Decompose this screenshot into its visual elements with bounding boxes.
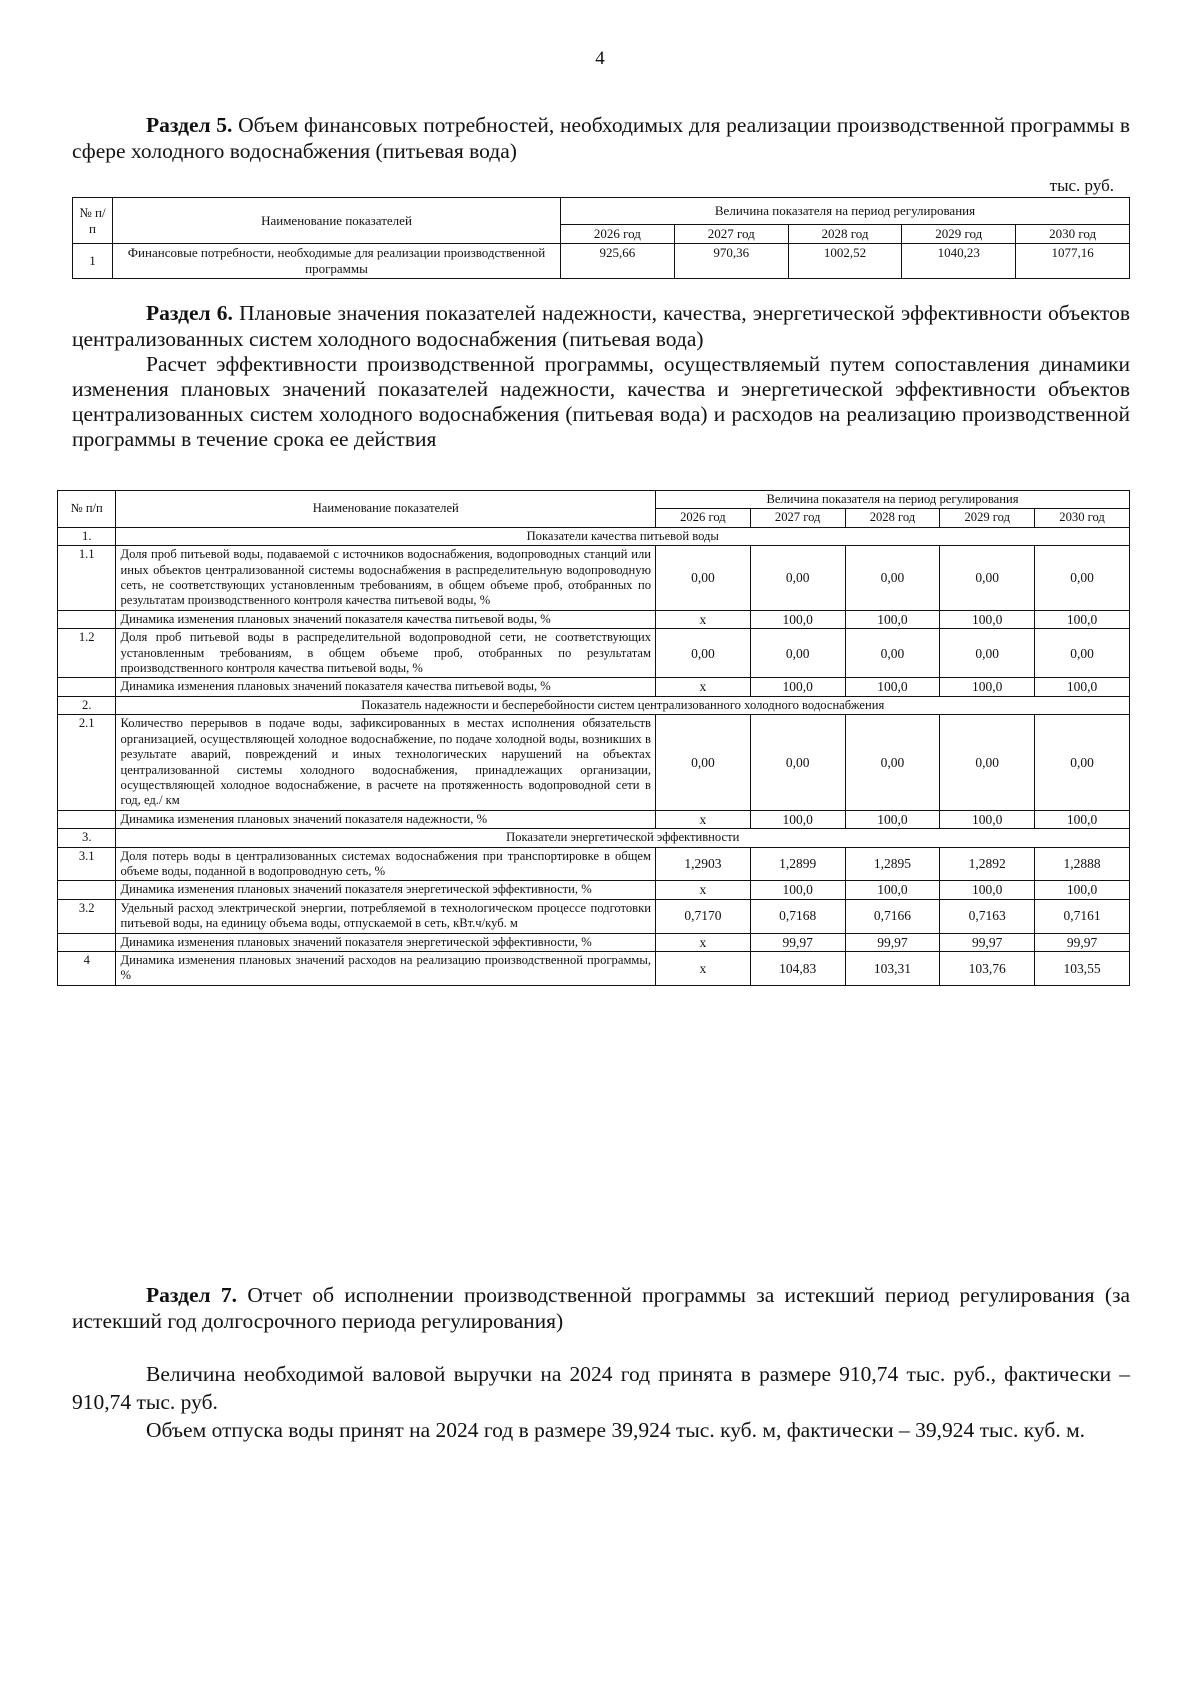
value-cell: 0,00 xyxy=(750,715,845,810)
table-row xyxy=(58,629,1130,678)
table-section-row xyxy=(58,527,1130,545)
value-cell: x xyxy=(656,881,751,899)
value-cell: 0,00 xyxy=(940,715,1035,810)
row-number xyxy=(58,610,116,628)
value-cell: 0,7166 xyxy=(845,899,940,933)
value-cell: 0,00 xyxy=(1035,715,1130,810)
t1-row-no: 1 xyxy=(73,244,113,279)
indicator-name: Динамика изменения плановых значений расходов на реализацию производственной программы, % xyxy=(116,951,656,985)
year-header: 2026 год xyxy=(656,509,751,527)
value-cell: 100,0 xyxy=(845,810,940,828)
value-cell: 100,0 xyxy=(1035,810,1130,828)
section6-label: Раздел 6. xyxy=(146,301,233,325)
row-number: 1. xyxy=(58,527,116,545)
value-cell: 99,97 xyxy=(940,933,1035,951)
table-row xyxy=(58,933,1130,951)
t1-header-no: № п/п xyxy=(73,198,113,244)
section-title: Показатели качества питьевой воды xyxy=(116,527,1130,545)
value-cell: 100,0 xyxy=(1035,881,1130,899)
t1-row-name: Финансовые потребности, необходимые для реализации производственной программы xyxy=(113,244,561,279)
value-cell: 1,2895 xyxy=(845,847,940,881)
value-cell: 0,00 xyxy=(845,629,940,678)
year-header: 2029 год xyxy=(940,509,1035,527)
t1-value-cell: 925,66 xyxy=(561,244,675,279)
t1-value-cell: 1040,23 xyxy=(902,244,1016,279)
section6-table xyxy=(57,490,1130,986)
value-cell: 1,2888 xyxy=(1035,847,1130,881)
row-number: 1.2 xyxy=(58,629,116,678)
indicator-name: Доля проб питьевой воды, подаваемой с источников водоснабжения, водопроводных станций или иных объектов централизованной системы водоснабжения в распределительную водопроводную сеть, не соответствующих установленным требованиям, в общем объеме проб, отобранных по результатам производственного контроля качества питьевой воды, % xyxy=(116,546,656,611)
t1-value-cell: 1077,16 xyxy=(1016,244,1130,279)
row-number: 3.2 xyxy=(58,899,116,933)
value-cell: x xyxy=(656,951,751,985)
value-cell: x xyxy=(656,810,751,828)
table-section-row xyxy=(58,696,1130,714)
value-cell: 100,0 xyxy=(940,810,1035,828)
value-cell: 100,0 xyxy=(750,610,845,628)
value-cell: 1,2892 xyxy=(940,847,1035,881)
value-cell: 104,83 xyxy=(750,951,845,985)
section-title: Показатель надежности и бесперебойности систем централизованного холодного водоснабжения xyxy=(116,696,1130,714)
t2-body xyxy=(58,527,1130,985)
indicator-name: Динамика изменения плановых значений показателя качества питьевой воды, % xyxy=(116,678,656,696)
value-cell: 100,0 xyxy=(750,810,845,828)
section7-paragraph-revenue: Величина необходимой валовой выручки на 2024 год принята в размере 910,74 тыс. руб., фактически – 910,74 тыс. руб. xyxy=(72,1362,1130,1414)
value-cell: 0,7170 xyxy=(656,899,751,933)
row-number xyxy=(58,678,116,696)
row-number: 2. xyxy=(58,696,116,714)
table-row xyxy=(58,881,1130,899)
value-cell: 1,2899 xyxy=(750,847,845,881)
value-cell: 100,0 xyxy=(940,678,1035,696)
value-cell: 100,0 xyxy=(845,678,940,696)
value-cell: 0,00 xyxy=(940,629,1035,678)
value-cell: 100,0 xyxy=(750,881,845,899)
t1-value-cell: 1002,52 xyxy=(788,244,902,279)
section5-table xyxy=(72,197,1130,279)
value-cell: x xyxy=(656,610,751,628)
section7-paragraph-volume: Объем отпуска воды принят на 2024 год в размере 39,924 тыс. куб. м, фактически – 39,924 тыс. куб. м. xyxy=(146,1418,1086,1442)
value-cell: 100,0 xyxy=(940,610,1035,628)
t2-header-value-group: Величина показателя на период регулирования xyxy=(656,491,1130,509)
value-cell: 0,00 xyxy=(750,546,845,611)
value-cell: 0,7163 xyxy=(940,899,1035,933)
year-header: 2027 год xyxy=(674,225,788,244)
section5-label: Раздел 5. xyxy=(146,113,233,137)
row-number: 1.1 xyxy=(58,546,116,611)
value-cell: 0,00 xyxy=(656,715,751,810)
t2-header-name: Наименование показателей xyxy=(116,491,656,528)
year-header: 2029 год xyxy=(902,225,1016,244)
t1-value-cell: 970,36 xyxy=(674,244,788,279)
value-cell: 100,0 xyxy=(845,610,940,628)
value-cell: 100,0 xyxy=(750,678,845,696)
row-number: 2.1 xyxy=(58,715,116,810)
row-number xyxy=(58,933,116,951)
year-header: 2026 год xyxy=(561,225,675,244)
indicator-name: Удельный расход электрической энергии, потребляемой в технологическом процессе подготовки питьевой воды, на единицу объема воды, отпускаемой в сеть, кВт.ч/куб. м xyxy=(116,899,656,933)
row-number xyxy=(58,810,116,828)
section7-label: Раздел 7. xyxy=(146,1283,238,1307)
year-header: 2028 год xyxy=(788,225,902,244)
value-cell: 0,00 xyxy=(1035,546,1130,611)
value-cell: 100,0 xyxy=(940,881,1035,899)
value-cell: 0,00 xyxy=(656,546,751,611)
indicator-name: Доля проб питьевой воды в распределительной водопроводной сети, не соответствующих установленным требованиям, в общем объеме проб, отобранных по результатам производственного контроля качества питьевой воды, % xyxy=(116,629,656,678)
value-cell: 0,00 xyxy=(656,629,751,678)
section7-heading xyxy=(72,1282,1130,1334)
table-row xyxy=(58,899,1130,933)
indicator-name: Динамика изменения плановых значений показателя энергетической эффективности, % xyxy=(116,881,656,899)
year-header: 2030 год xyxy=(1035,509,1130,527)
section6-intro: Расчет эффективности производственной программы, осуществляемый путем сопоставления динамики изменения плановых значений показателей надежности, качества и энергетической эффективности объектов централизованных систем холодного водоснабжения (питьевая вода) и расходов на реализацию производственной программы в течение срока ее действия xyxy=(72,352,1130,451)
value-cell: 99,97 xyxy=(750,933,845,951)
row-number: 3.1 xyxy=(58,847,116,881)
table-row xyxy=(58,847,1130,881)
page-number: 4 xyxy=(595,48,605,69)
row-number: 4 xyxy=(58,951,116,985)
t1-header-name: Наименование показателей xyxy=(113,198,561,244)
value-cell: 100,0 xyxy=(1035,678,1130,696)
indicator-name: Количество перерывов в подаче воды, зафиксированных в местах исполнения обязательств организацией, осуществляющей холодное водоснабжение, по подаче холодной воды, возникших в результате аварий, повреждений и иных технологических нарушений на объектах централизованной системы холодного водоснабжения, принадлежащих организации, осуществляющей холодное водоснабжение, в расчете на протяженность водопроводной сети в год, ед./ км xyxy=(116,715,656,810)
value-cell: 100,0 xyxy=(1035,610,1130,628)
value-cell: 0,00 xyxy=(1035,629,1130,678)
value-cell: 103,55 xyxy=(1035,951,1130,985)
value-cell: 0,00 xyxy=(845,546,940,611)
value-cell: 0,00 xyxy=(940,546,1035,611)
value-cell: 103,76 xyxy=(940,951,1035,985)
section5-units: тыс. руб. xyxy=(1049,176,1114,195)
value-cell: 103,31 xyxy=(845,951,940,985)
section7-title: Отчет об исполнении производственной программы за истекший период регулирования (за истекший год долгосрочного периода регулирования) xyxy=(72,1283,1131,1333)
table-row xyxy=(58,951,1130,985)
value-cell: 100,0 xyxy=(845,881,940,899)
value-cell: 0,00 xyxy=(845,715,940,810)
t1-data-row xyxy=(73,244,1130,279)
indicator-name: Динамика изменения плановых значений показателя надежности, % xyxy=(116,810,656,828)
value-cell: 99,97 xyxy=(845,933,940,951)
table-section-row xyxy=(58,829,1130,847)
indicator-name: Динамика изменения плановых значений показателя энергетической эффективности, % xyxy=(116,933,656,951)
value-cell: 0,00 xyxy=(750,629,845,678)
row-number: 3. xyxy=(58,829,116,847)
table-row xyxy=(58,678,1130,696)
year-header: 2030 год xyxy=(1016,225,1130,244)
t1-header-value-group: Величина показателя на период регулирования xyxy=(561,198,1130,225)
value-cell: 0,7161 xyxy=(1035,899,1130,933)
indicator-name: Динамика изменения плановых значений показателя качества питьевой воды, % xyxy=(116,610,656,628)
section6-title: Плановые значения показателей надежности, качества, энергетической эффективности объектов централизованных систем холодного водоснабжения (питьевая вода) xyxy=(72,301,1131,351)
table-row xyxy=(58,715,1130,810)
row-number xyxy=(58,881,116,899)
value-cell: 99,97 xyxy=(1035,933,1130,951)
section5-title: Объем финансовых потребностей, необходимых для реализации производственной программы в сфере холодного водоснабжения (питьевая вода) xyxy=(72,113,1131,163)
year-header: 2027 год xyxy=(750,509,845,527)
table-row xyxy=(58,610,1130,628)
section6-heading xyxy=(72,300,1130,352)
value-cell: x xyxy=(656,678,751,696)
year-header: 2028 год xyxy=(845,509,940,527)
table-row xyxy=(58,810,1130,828)
indicator-name: Доля потерь воды в централизованных системах водоснабжения при транспортировке в общем объеме воды, поданной в водопроводную сеть, % xyxy=(116,847,656,881)
value-cell: 1,2903 xyxy=(656,847,751,881)
value-cell: x xyxy=(656,933,751,951)
value-cell: 0,7168 xyxy=(750,899,845,933)
section5-heading xyxy=(72,112,1130,164)
section-title: Показатели энергетической эффективности xyxy=(116,829,1130,847)
t2-header-no: № п/п xyxy=(58,491,116,528)
table-row xyxy=(58,546,1130,611)
